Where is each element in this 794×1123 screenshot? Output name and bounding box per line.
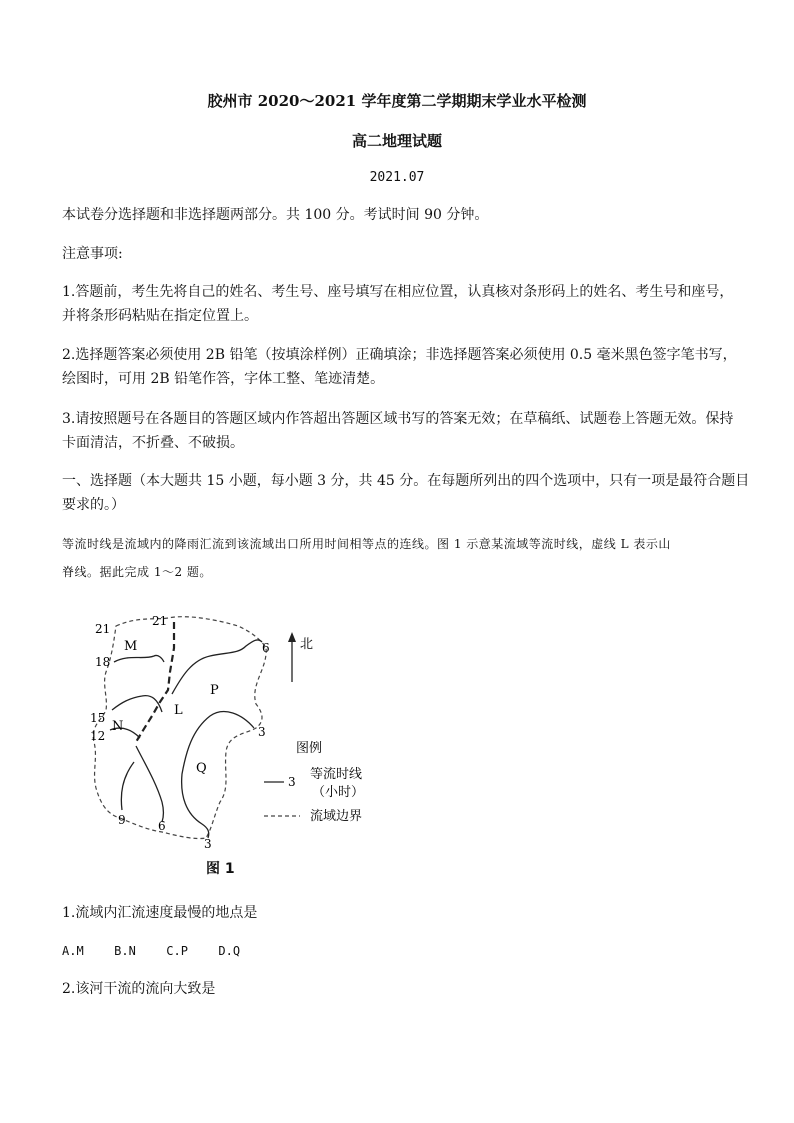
label-6-upper: 6	[262, 641, 270, 655]
legend-line-number: 3	[288, 775, 296, 789]
option-c[interactable]: C.P	[166, 944, 188, 958]
ridge-line-l	[136, 622, 174, 742]
legend-boundary-label: 流域边界	[310, 809, 363, 824]
label-3-right: 3	[258, 725, 266, 739]
question-1-stem: 1.流域内汇流速度最慢的地点是	[62, 905, 258, 921]
label-3-bottom: 3	[204, 837, 212, 851]
note-1-line-1: 1.答题前，考生先将自己的姓名、考生号、座号填写在相应位置，认真核对条形码上的姓名、考生号和座号，	[62, 284, 734, 300]
isochrone-9	[121, 762, 134, 810]
question-1-options	[62, 941, 266, 961]
section-1-line-1: 一、选择题（本大题共 15 小题，每小题 3 分，共 45 分。在每题所列出的四个选项中，只有一项是最符合题目	[62, 473, 750, 489]
label-9: 9	[118, 813, 126, 827]
passage-line-1: 等流时线是流域内的降雨汇流到该流域出口所用时间相等点的连线。图 1 示意某流域等流时线，虚线 L 表示山	[62, 537, 671, 551]
legend-title: 图例	[296, 741, 323, 756]
label-12: 12	[90, 729, 106, 743]
label-18: 18	[95, 655, 111, 669]
north-arrow-head-icon	[288, 632, 296, 642]
note-1-line-2: 并将条形码粘贴在指定位置上。	[62, 308, 258, 324]
label-6-lower: 6	[158, 819, 166, 833]
isochrone-3-right	[182, 712, 254, 838]
option-b[interactable]: B.N	[114, 944, 136, 958]
legend-isochrone-unit: （小时）	[312, 785, 365, 800]
exam-subtitle: 高二地理试题	[351, 132, 442, 150]
north-label: 北	[300, 637, 314, 652]
label-21-left: 21	[95, 622, 111, 636]
region-q: Q	[196, 761, 207, 776]
region-n: N	[112, 719, 124, 734]
label-15: 15	[90, 711, 106, 725]
figure-1-map	[78, 602, 378, 852]
section-1-line-2: 要求的。）	[62, 497, 125, 513]
label-l: L	[174, 703, 183, 718]
question-2-stem: 2.该河干流的流向大致是	[62, 981, 216, 997]
figure-caption: 图 1	[206, 861, 235, 877]
isochrone-6-lower	[136, 746, 164, 822]
passage-line-2: 脊线。据此完成 1～2 题。	[62, 565, 212, 579]
legend-isochrone-label: 等流时线	[310, 767, 363, 782]
label-21-top: 21	[152, 614, 168, 628]
option-d[interactable]: D.Q	[218, 944, 241, 958]
exam-date: 2021.07	[369, 170, 425, 185]
region-p: P	[210, 683, 219, 698]
note-3-line-1: 3.请按照题号在各题目的答题区域内作答超出答题区域书写的答案无效；在草稿纸、试题卷上答题无效。保持	[62, 411, 734, 427]
isochrone-18	[114, 655, 164, 662]
note-2-line-2: 绘图时，可用 2B 铅笔作答，字体工整、笔迹清楚。	[62, 371, 385, 387]
exam-title: 胶州市 2020～2021 学年度第二学期期末学业水平检测	[207, 92, 587, 110]
region-m: M	[124, 639, 138, 654]
option-a[interactable]: A.M	[62, 944, 84, 958]
note-3-line-2: 卡面清洁，不折叠、不破损。	[62, 435, 244, 451]
note-2-line-1: 2.选择题答案必须使用 2B 铅笔（按填涂样例）正确填涂；非选择题答案必须使用 0.5 毫米黑色签字笔书写，	[62, 347, 737, 363]
notes-heading: 注意事项:	[62, 246, 123, 262]
intro-text: 本试卷分选择题和非选择题两部分。共 100 分。考试时间 90 分钟。	[62, 207, 489, 223]
